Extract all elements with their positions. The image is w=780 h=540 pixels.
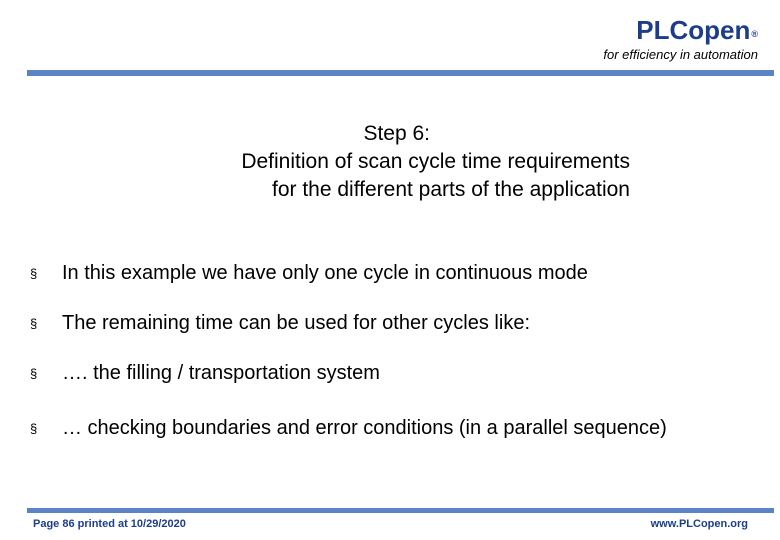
bullet-text: …. the filling / transportation system [62,362,380,384]
title-line-2: Definition of scan cycle time requirements [241,150,630,173]
website-link[interactable]: www.PLCopen.org [650,518,748,530]
list-item [30,258,588,289]
registered-mark: ® [751,29,758,39]
bullet-text: The remaining time can be used for other cycles like: [62,312,530,334]
slide-title [130,120,630,204]
bullet-icon: § [30,421,38,436]
bullet-icon: § [30,366,38,381]
bullet-text: In this example we have only one cycle in continuous mode [62,262,588,284]
title-line-3: for the different parts of the application [271,178,630,201]
list-item [30,358,380,389]
bullet-icon: § [30,316,38,331]
title-line-1: Step 6: [363,122,430,145]
brand-block [603,16,758,62]
list-item [30,408,762,448]
brand-name: PLCopen [636,15,751,45]
bullet-icon: § [30,266,38,281]
brand-logo [603,16,758,44]
bullet-text: … checking boundaries and error conditions (in a parallel sequence) [62,417,667,439]
page-info: Page 86 printed at 10/29/2020 [33,518,186,530]
footer-divider [27,508,774,513]
header-divider [27,70,774,76]
list-item [30,308,530,339]
brand-tagline: for efficiency in automation [603,47,758,62]
